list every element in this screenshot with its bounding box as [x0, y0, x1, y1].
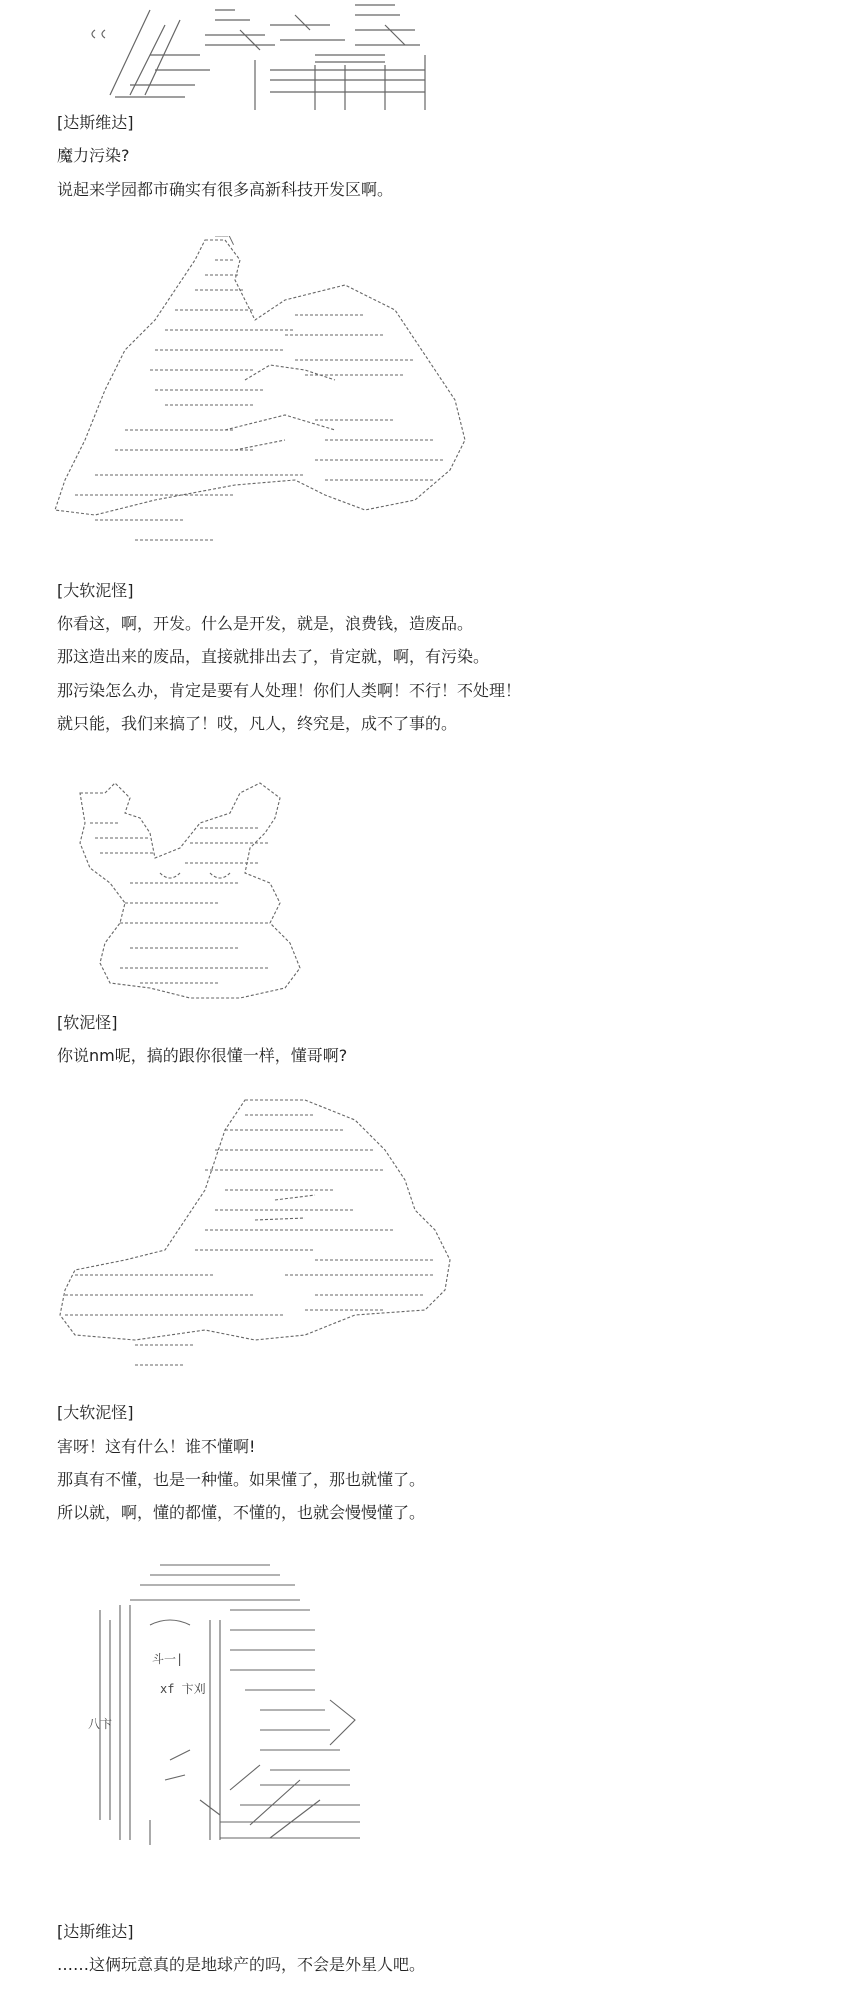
dialogue-line: 你看这，啊，开发。什么是开发，就是，浪费钱，造废品。 [57, 614, 474, 633]
dialogue-line: 那真有不懂，也是一种懂。如果懂了，那也就懂了。 [57, 1470, 426, 1489]
dialogue-line: 那这造出来的废品，直接就排出去了，肯定就，啊，有污染。 [57, 647, 490, 666]
speaker-label: [达斯维达] [57, 113, 134, 132]
ascii-art-big-slime [55, 234, 465, 570]
ascii-art-text: 八卞 [88, 1717, 113, 1731]
dialogue-line: 说起来学园都市确实有很多高新科技开发区啊。 [57, 180, 394, 199]
ascii-art-reclining-slime [55, 1100, 455, 1390]
ascii-art-castle [55, 0, 430, 110]
dialogue-line: 就只能，我们来搞了！哎，凡人，终究是，成不了事的。 [57, 714, 458, 733]
dialogue-line: 所以就，啊，懂的都懂，不懂的，也就会慢慢懂了。 [57, 1503, 426, 1522]
dialogue-line: 魔力污染? [57, 146, 130, 165]
speaker-label: [软泥怪] [57, 1013, 118, 1032]
ascii-art-helmet-figure [70, 1560, 370, 1845]
dialogue-line: 害呀！这有什么！谁不懂啊! [57, 1437, 256, 1456]
speaker-label: [达斯维达] [57, 1922, 134, 1941]
ascii-art-text: ‾‾\ [215, 234, 235, 247]
dialogue-line: 你说nm呢，搞的跟你很懂一样，懂哥啊? [57, 1046, 348, 1065]
dialogue-line: 那污染怎么办，肯定是要有人处理！你们人类啊！不行！不处理！ [57, 681, 522, 700]
ascii-art-text: 斗一| [152, 1652, 184, 1666]
ascii-art-small-slime [70, 773, 310, 1008]
ascii-art-text: xf 卞刈 [160, 1682, 206, 1696]
speaker-label: [大软泥怪] [57, 581, 134, 600]
speaker-label: [大软泥怪] [57, 1403, 134, 1422]
dialogue-line: ……这俩玩意真的是地球产的吗，不会是外星人吧。 [57, 1955, 426, 1974]
